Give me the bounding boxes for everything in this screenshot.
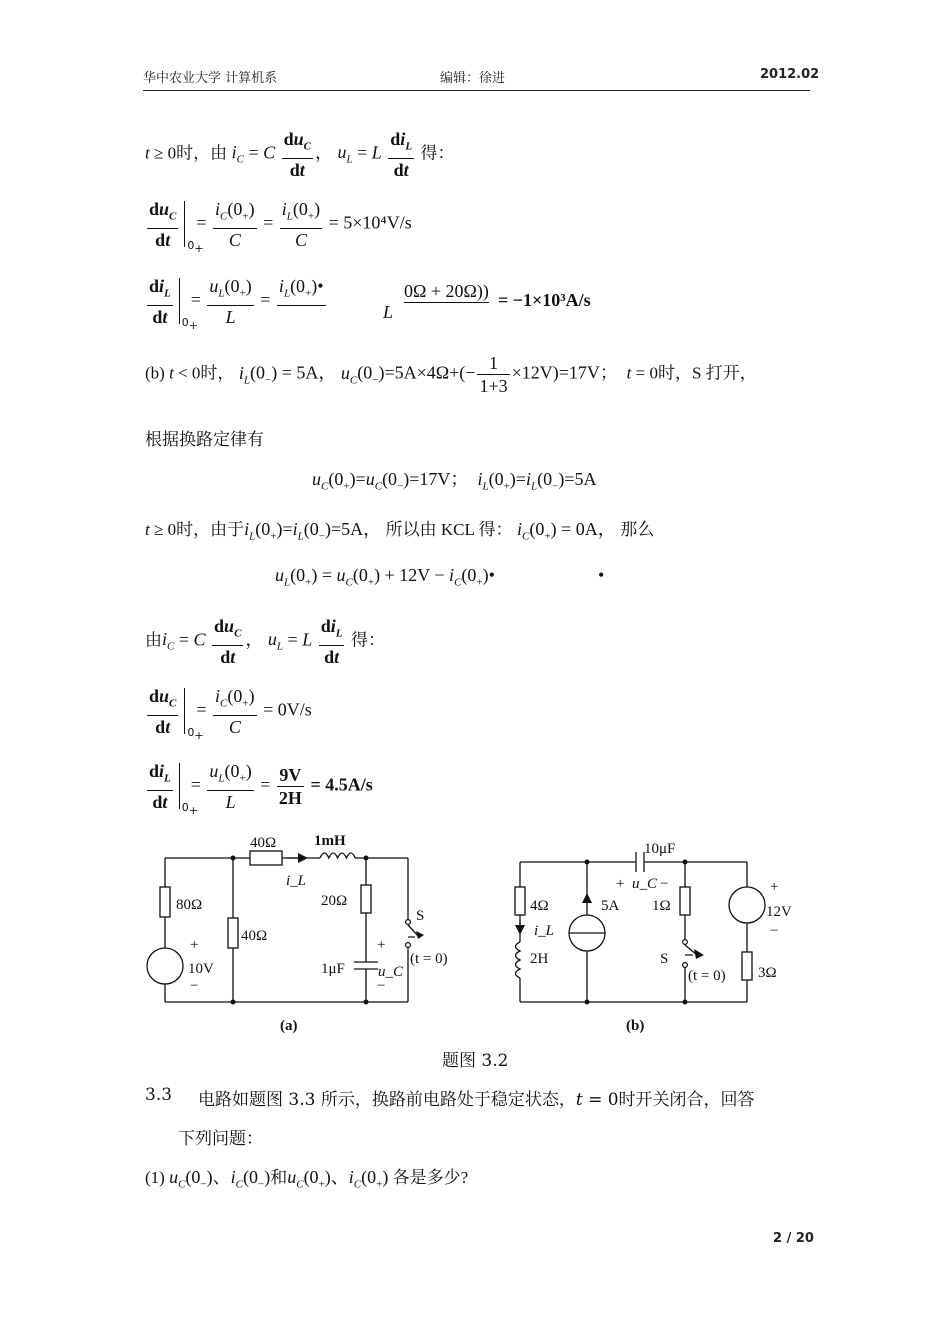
- svg-text:−: −: [770, 923, 779, 939]
- line-derivative-relations: t ≥ 0时，由 $i_C = C$ $\frac{du_C}{dt}$ ， $u_L = L$ $\frac{di_L}{dt}$ 得：: [145, 129, 455, 180]
- eq4-den: 2H: [278, 787, 302, 808]
- svg-text:+: +: [190, 937, 199, 953]
- header-right: 2012.02: [760, 67, 820, 82]
- line-derivative-relations-b: 由$i_C = C$ $\frac{du_C}{dt}$ ， $u_L = L$ $\frac{di_L}{dt}$ 得：: [145, 616, 385, 667]
- eq2-numerator-tail: 0Ω + 20Ω)): [404, 281, 489, 301]
- label-b-l2h: 2H: [530, 951, 549, 967]
- label-a-v10: 10V: [188, 961, 214, 977]
- label-b-t0: (t = 0): [688, 968, 726, 984]
- svg-text:−: −: [660, 876, 669, 892]
- eq4-result: = 4.5A/s: [310, 774, 373, 795]
- label-b-uc: u_C: [632, 876, 658, 892]
- line-ul: $u_L(0_+) = u_C(0_+) + 12V$ − $i_C(0_+)•$: [275, 565, 495, 589]
- switching-law-text: 根据换路定律有: [145, 430, 264, 450]
- eq2-result: = −1×10³A/s: [498, 290, 591, 310]
- you-text: 由: [145, 630, 162, 650]
- label-b: (b): [626, 1018, 645, 1034]
- line-b-initial: (b) t < 0时， $i_L(0_-) = 5A$， $u_C(0_-)=5A\times 4\Omega+(-$ $\frac{1}{1+3}$ ×12V)=17V； t = 0时，S 打开，: [145, 353, 757, 396]
- equation-dil-dt-b: $\frac{di_L}{dt}$ $0_+$ = $\frac{u_L(0_+)}{L}$ = $\frac{9V}{2H}$ = 4.5A/s: [149, 761, 373, 818]
- equation-dil-dt-a: $\frac{di_L}{dt}$ $0_+$ = $\frac{u_L(0_+)}{L}$ = $i_L(0_+)•$: [149, 276, 324, 333]
- label-b-i5a: 5A: [601, 898, 620, 914]
- label-b-r1: 1Ω: [652, 898, 671, 914]
- svg-text:−: −: [190, 978, 199, 994]
- page-number: 2 / 20: [773, 1231, 814, 1246]
- label-b-v12: 12V: [766, 904, 792, 920]
- eq3-result: = 0V/s: [263, 699, 312, 720]
- label-a-t0: (t = 0): [410, 951, 448, 967]
- svg-text:+: +: [616, 876, 625, 892]
- label-b-c10uf: 10μF: [644, 841, 676, 857]
- eq1-result: = 5×10⁴V/s: [328, 212, 412, 233]
- label-a-r80: 80Ω: [176, 897, 203, 913]
- get-text-1: 得：: [420, 143, 455, 163]
- svg-text:+: +: [377, 937, 386, 953]
- circuit-figures: [140, 825, 820, 1040]
- label-b-s: S: [660, 951, 669, 967]
- problem-text-2: 下列问题：: [178, 1129, 263, 1149]
- header-left: 华中农业大学 计算机系: [143, 71, 278, 86]
- label-a-s: S: [416, 908, 425, 924]
- problem-q1: (1) $u_C(0_-)$、$i_C(0_-)$和$u_C(0_+)$、$i_C(0_+)$ 各是多少?: [145, 1167, 469, 1191]
- b-uc0-tail: ×12V)=17V；: [511, 362, 618, 383]
- dot-mark: •: [598, 565, 605, 585]
- label-a-uc: u_C: [378, 964, 404, 980]
- eq4-num: 9V: [277, 764, 304, 787]
- label-b-r4: 4Ω: [530, 898, 549, 914]
- label-a-r40mid: 40Ω: [241, 928, 268, 944]
- label-a-c1uf: 1μF: [321, 961, 345, 977]
- label-a-l1mh: 1mH: [314, 833, 346, 849]
- b-frac-num: 1: [477, 352, 509, 375]
- label-b-il: i_L: [534, 923, 555, 939]
- eq2-denominator-L: L: [383, 302, 394, 322]
- label-a-r40top: 40Ω: [250, 835, 277, 851]
- header-rule: [143, 90, 810, 91]
- label-b-r3: 3Ω: [758, 965, 777, 981]
- header-center: 编辑：徐进: [440, 71, 506, 86]
- svg-text:−: −: [377, 978, 386, 994]
- b-frac-den: 1+3: [479, 376, 508, 396]
- label-a-r20: 20Ω: [321, 893, 348, 909]
- problem-text: 电路如题图 3.3 所示，换路前电路处于稳定状态，t = 0时开关闭合，回答: [198, 1090, 755, 1110]
- equation-duc-dt-a: $\frac{du_C}{dt}$ $0_+$ = $\frac{i_C(0_+)}{C}$ = $\frac{i_L(0_+)}{C}$ = 5×10⁴V/s: [149, 199, 412, 256]
- figure-caption: 题图 3.2: [442, 1051, 509, 1071]
- problem-number: 3.3: [145, 1085, 173, 1105]
- svg-text:+: +: [770, 879, 779, 895]
- line-kcl: t ≥ 0时，由于$i_L(0_+)=i_L(0_-)=5A$， 所以由 KCL 得： $i_C(0_+) = 0A$， 那么: [145, 519, 655, 543]
- equation-duc-dt-b: $\frac{du_C}{dt}$ $0_+$ = $\frac{i_C(0_+)}{C}$ = 0V/s: [149, 686, 312, 743]
- get-text-2: 得：: [350, 630, 385, 650]
- switching-law-equation: $u_C(0_+)=u_C(0_-)=17V$； $i_L(0_+)=i_L(0_-)=5A$: [312, 469, 597, 493]
- label-a-il: i_L: [286, 873, 307, 889]
- label-a: (a): [280, 1018, 298, 1034]
